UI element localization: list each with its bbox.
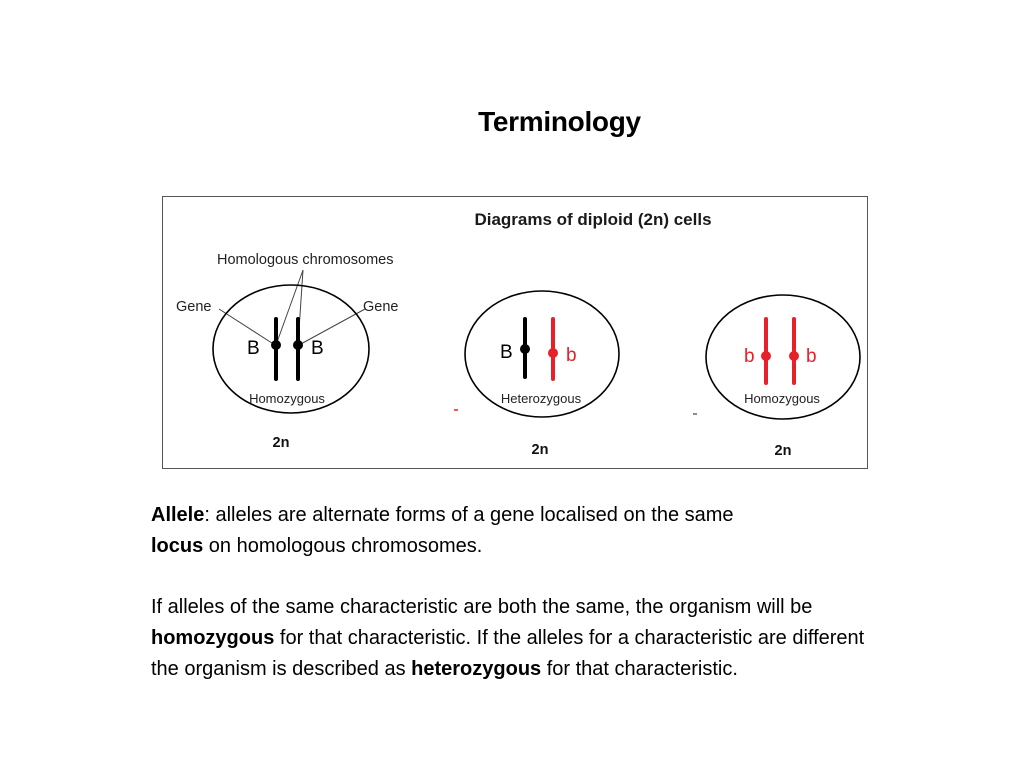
locus-term: locus [151, 535, 204, 557]
allele-term: Allele [151, 504, 205, 526]
allele-left: B [247, 338, 260, 359]
ploidy-label: 2n [272, 435, 290, 451]
allele-right: B [311, 338, 324, 359]
heterozygous-term: heterozygous [411, 658, 542, 680]
ploidy-label: 2n [774, 443, 792, 459]
allele-right: b [806, 346, 817, 367]
gene-locus-right [789, 351, 799, 361]
terminology-text [151, 500, 871, 685]
figure-heading: Diagrams of diploid (2n) cells [474, 210, 712, 229]
cell-homozygous-dominant [213, 285, 369, 451]
pointer-lines [219, 270, 365, 345]
allele-left: B [500, 342, 513, 363]
gene-locus-left [520, 344, 530, 354]
allele-right: b [566, 345, 577, 366]
gene-locus-left [271, 340, 281, 350]
zygosity-text-c: for that characteristic. [541, 658, 738, 680]
homologous-chromosomes-label: Homologous chromosomes [217, 252, 394, 268]
gene-locus-right [548, 348, 558, 358]
cell-heterozygous [465, 291, 619, 458]
cell-homozygous-recessive [706, 295, 860, 459]
diploid-cells-figure [162, 196, 868, 469]
allele-definition [151, 500, 871, 562]
homozygous-term: homozygous [151, 627, 275, 649]
allele-def-part-2: on homologous chromosomes. [203, 535, 483, 557]
slide-title: Terminology [478, 106, 641, 137]
gene-locus-left [761, 351, 771, 361]
gene-locus-right [293, 340, 303, 350]
allele-left: b [744, 346, 755, 367]
gene-label-right: Gene [363, 299, 399, 315]
zygosity-text-a: If alleles of the same characteristic are both the same, the organism will be [151, 596, 813, 618]
zygosity-text-b: for that characteristic. If the alleles for a characteristic are different the organism is described as [151, 627, 865, 680]
ploidy-label: 2n [531, 442, 549, 458]
cell-caption: Homozygous [249, 391, 325, 406]
cell-caption: Heterozygous [500, 391, 582, 406]
zygosity-paragraph [151, 592, 871, 685]
gene-label-left: Gene [176, 299, 212, 315]
cell-caption: Homozygous [744, 391, 820, 406]
allele-def-part-1: : alleles are alternate forms of a gene localised on the same [204, 504, 734, 526]
diploid-cells-diagram [163, 197, 866, 467]
